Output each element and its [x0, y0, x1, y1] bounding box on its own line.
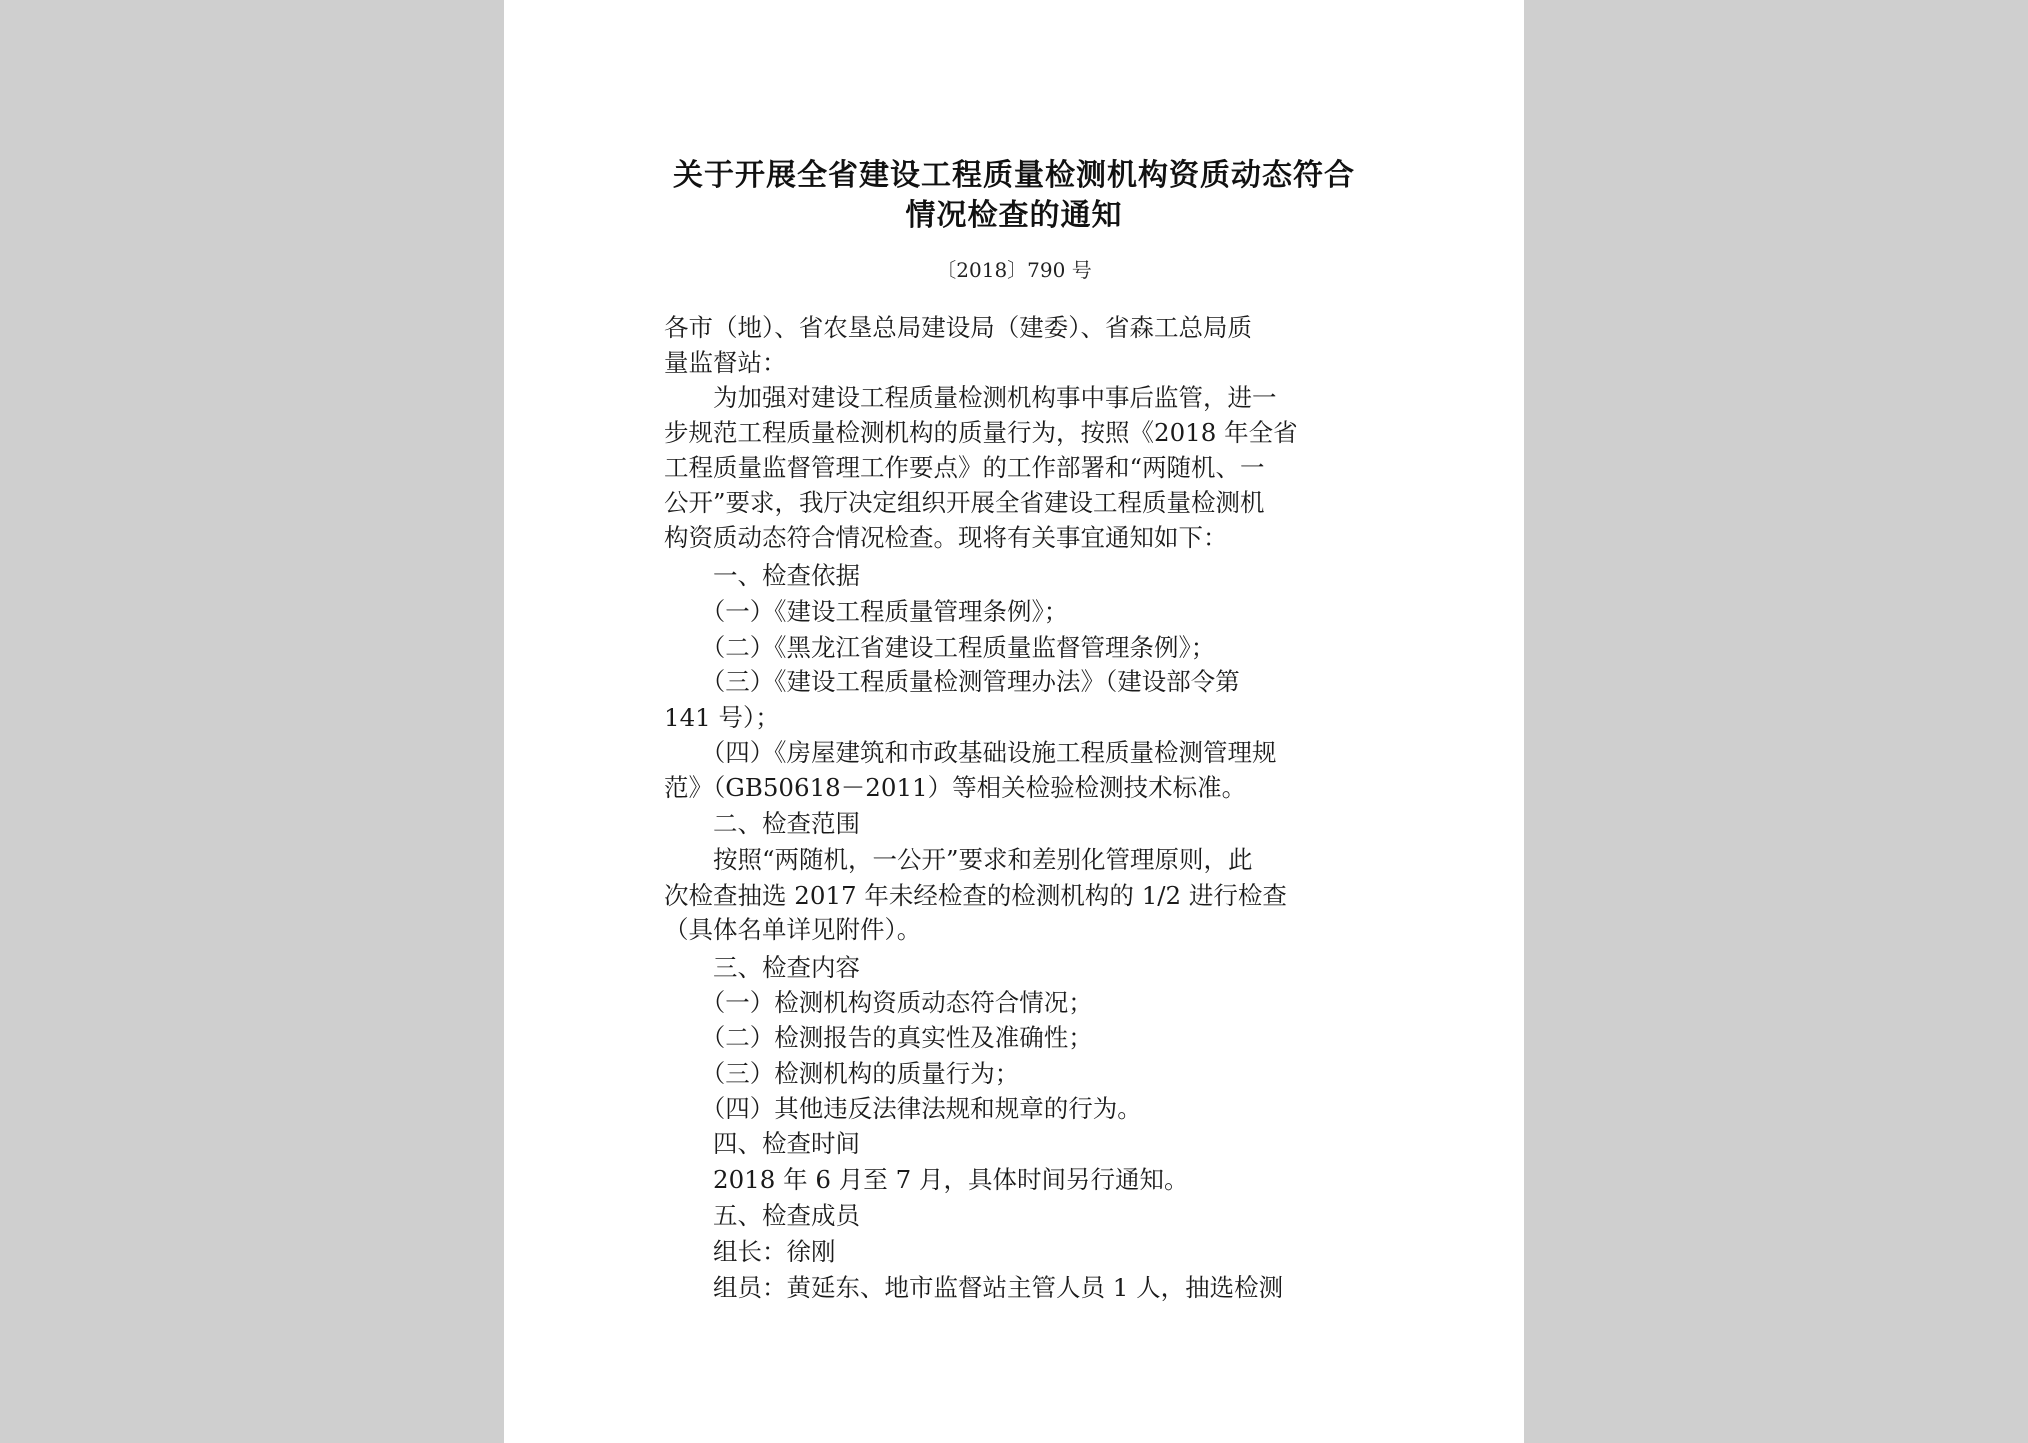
list-item: （三）《建设工程质量检测管理办法》（建设部令第: [664, 667, 1240, 696]
list-item: （四）其他违反法律法规和规章的行为。: [664, 1094, 1142, 1123]
body-line: 构资质动态符合情况检查。现将有关事宜通知如下：: [664, 523, 1228, 552]
body-line: 2018 年 6 月至 7 月，具体时间另行通知。: [664, 1165, 1189, 1194]
body-line: 工程质量监督管理工作要点》的工作部署和“两随机、一: [664, 453, 1265, 482]
body-line: 量监督站：: [664, 348, 787, 377]
section-heading: 五、检查成员: [664, 1201, 860, 1230]
list-item: （四）《房屋建筑和市政基础设施工程质量检测管理规: [664, 738, 1277, 767]
body-line: 为加强对建设工程质量检测机构事中事后监管，进一: [664, 383, 1277, 412]
body-line: 组长：徐刚: [664, 1237, 836, 1266]
body-line: （具体名单详见附件）。: [664, 915, 922, 944]
document-title-line-1: 关于开展全省建设工程质量检测机构资质动态符合: [673, 158, 1355, 193]
document-title-line-2: 情况检查的通知: [905, 198, 1123, 233]
section-heading: 一、检查依据: [664, 561, 860, 590]
section-heading: 三、检查内容: [664, 953, 860, 982]
body-line: 次检查抽选 2017 年未经检查的检测机构的 1/2 进行检查: [664, 881, 1287, 910]
body-line: 步规范工程质量检测机构的质量行为，按照《2018 年全省: [664, 418, 1298, 447]
section-heading: 二、检查范围: [664, 809, 860, 838]
body-line: 范》（GB50618－2011）等相关检验检测技术标准。: [664, 773, 1247, 802]
body-line: 按照“两随机，一公开”要求和差别化管理原则，此: [664, 845, 1253, 874]
list-item: （一）《建设工程质量管理条例》；: [664, 597, 1069, 626]
document-number: 〔2018〕790 号: [936, 258, 1092, 282]
list-item: （一）检测机构资质动态符合情况；: [664, 988, 1093, 1017]
body-line: 141 号）；: [664, 703, 780, 732]
section-heading: 四、检查时间: [664, 1129, 860, 1158]
body-line: 组员：黄延东、地市监督站主管人员 1 人，抽选检测: [664, 1273, 1284, 1302]
list-item: （二）检测报告的真实性及准确性；: [664, 1023, 1093, 1052]
document-page: [504, 0, 1524, 1443]
body-line: 各市（地）、省农垦总局建设局（建委）、省森工总局质: [664, 313, 1252, 342]
list-item: （二）《黑龙江省建设工程质量监督管理条例》；: [664, 633, 1216, 662]
body-line: 公开”要求，我厅决定组织开展全省建设工程质量检测机: [664, 488, 1265, 517]
list-item: （三）检测机构的质量行为；: [664, 1059, 1020, 1088]
